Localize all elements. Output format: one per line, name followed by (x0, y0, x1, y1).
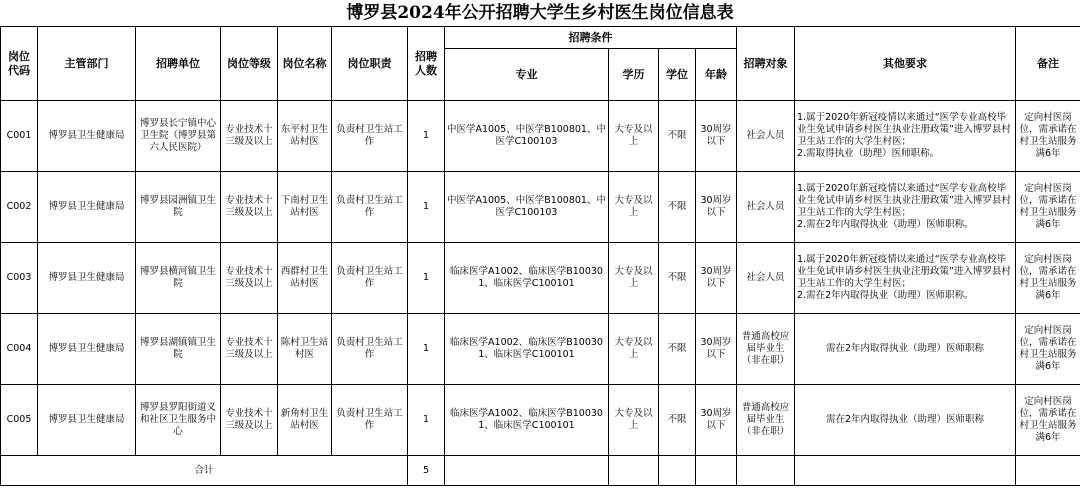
total-label: 合计 (1, 456, 408, 486)
header-code: 岗位代码 (1, 27, 38, 101)
cell-education: 大专及以上 (609, 243, 659, 314)
cell-age: 30周岁以下 (696, 243, 737, 314)
header-name: 岗位名称 (278, 27, 332, 101)
cell-duty: 负责村卫生站工作 (332, 101, 408, 172)
cell-note: 定向村医岗位，需承诺在村卫生站服务满6年 (1016, 314, 1080, 385)
cell-age: 30周岁以下 (696, 385, 737, 456)
total-count: 5 (408, 456, 445, 486)
header-major: 专业 (445, 49, 609, 101)
cell-count: 1 (408, 243, 445, 314)
empty-cell (445, 456, 609, 486)
cell-code: C005 (1, 385, 38, 456)
cell-degree: 不限 (659, 314, 696, 385)
header-age: 年龄 (696, 49, 737, 101)
cell-grade: 专业技术十三级及以上 (221, 314, 278, 385)
cell-degree: 不限 (659, 172, 696, 243)
header-unit: 招聘单位 (136, 27, 221, 101)
cell-other: 1.属于2020年新冠疫情以来通过“医学专业高校毕业生免试申请乡村医生执业注册政策”进入博罗县村卫生站工作的大学生村医； 2.需在2年内取得执业（助理）医师职称。 (795, 243, 1016, 314)
cell-unit: 博罗县园洲镇卫生院 (136, 172, 221, 243)
header-note: 备注 (1016, 27, 1080, 101)
cell-dept: 博罗县卫生健康局 (38, 172, 136, 243)
cell-education: 大专及以上 (609, 314, 659, 385)
cell-name: 新角村卫生站村医 (278, 385, 332, 456)
cell-duty: 负责村卫生站工作 (332, 243, 408, 314)
cell-note: 定向村医岗位，需承诺在村卫生站服务满6年 (1016, 172, 1080, 243)
cell-name: 下南村卫生站村医 (278, 172, 332, 243)
cell-code: C001 (1, 101, 38, 172)
cell-name: 西群村卫生站村医 (278, 243, 332, 314)
empty-cell (609, 456, 659, 486)
cell-dept: 博罗县卫生健康局 (38, 101, 136, 172)
cell-degree: 不限 (659, 385, 696, 456)
cell-major: 临床医学A1002、临床医学B100301、临床医学C100101 (445, 243, 609, 314)
cell-note: 定向村医岗位，需承诺在村卫生站服务满6年 (1016, 385, 1080, 456)
header-education: 学历 (609, 49, 659, 101)
cell-other: 需在2年内取得执业（助理）医师职称 (795, 385, 1016, 456)
table-row (1, 101, 1080, 172)
cell-age: 30周岁以下 (696, 101, 737, 172)
cell-note: 定向村医岗位，需承诺在村卫生站服务满6年 (1016, 243, 1080, 314)
cell-other: 需在2年内取得执业（助理）医师职称 (795, 314, 1016, 385)
cell-unit: 博罗县横河镇卫生院 (136, 243, 221, 314)
empty-cell (795, 456, 1016, 486)
cell-education: 大专及以上 (609, 101, 659, 172)
cell-name: 陈村卫生站村医 (278, 314, 332, 385)
cell-name: 东平村卫生站村医 (278, 101, 332, 172)
table-row (1, 385, 1080, 456)
empty-cell (737, 456, 795, 486)
cell-education: 大专及以上 (609, 172, 659, 243)
cell-degree: 不限 (659, 101, 696, 172)
cell-age: 30周岁以下 (696, 314, 737, 385)
cell-dept: 博罗县卫生健康局 (38, 243, 136, 314)
cell-dept: 博罗县卫生健康局 (38, 385, 136, 456)
header-grade: 岗位等级 (221, 27, 278, 101)
header-count: 招聘人数 (408, 27, 445, 101)
cell-major: 中医学A1005、中医学B100801、中医学C100103 (445, 101, 609, 172)
cell-count: 1 (408, 314, 445, 385)
empty-cell (1016, 456, 1080, 486)
cell-unit: 博罗县罗阳街道义和社区卫生服务中心 (136, 385, 221, 456)
cell-major: 临床医学A1002、临床医学B100301、临床医学C100101 (445, 385, 609, 456)
cell-major: 临床医学A1002、临床医学B100301、临床医学C100101 (445, 314, 609, 385)
cell-target: 社会人员 (737, 243, 795, 314)
empty-cell (659, 456, 696, 486)
cell-other: 1.属于2020年新冠疫情以来通过“医学专业高校毕业生免试申请乡村医生执业注册政策”进入博罗县村卫生站工作的大学生村医； 2.需取得执业（助理）医师职称。 (795, 101, 1016, 172)
table-row (1, 243, 1080, 314)
empty-cell (696, 456, 737, 486)
table-row (1, 172, 1080, 243)
cell-grade: 专业技术十三级及以上 (221, 385, 278, 456)
cell-unit: 博罗县长宁镇中心卫生院（博罗县第六人民医院） (136, 101, 221, 172)
cell-target: 普通高校应届毕业生（非在职） (737, 314, 795, 385)
cell-target: 社会人员 (737, 172, 795, 243)
cell-code: C003 (1, 243, 38, 314)
cell-major: 中医学A1005、中医学B100801、中医学C100103 (445, 172, 609, 243)
cell-grade: 专业技术十三级及以上 (221, 101, 278, 172)
recruitment-table (0, 26, 1080, 486)
cell-duty: 负责村卫生站工作 (332, 314, 408, 385)
header-dept: 主管部门 (38, 27, 136, 101)
header-target: 招聘对象 (737, 27, 795, 101)
total-row (1, 456, 1080, 486)
cell-note: 定向村医岗位，需承诺在村卫生站服务满6年 (1016, 101, 1080, 172)
cell-grade: 专业技术十三级及以上 (221, 172, 278, 243)
cell-target: 社会人员 (737, 101, 795, 172)
header-other: 其他要求 (795, 27, 1016, 101)
cell-count: 1 (408, 385, 445, 456)
header-degree: 学位 (659, 49, 696, 101)
cell-target: 普通高校应届毕业生（非在职） (737, 385, 795, 456)
page-title: 博罗县2024年公开招聘大学生乡村医生岗位信息表 (346, 3, 734, 23)
cell-code: C004 (1, 314, 38, 385)
cell-dept: 博罗县卫生健康局 (38, 314, 136, 385)
table-row (1, 314, 1080, 385)
cell-code: C002 (1, 172, 38, 243)
cell-unit: 博罗县湖镇镇卫生院 (136, 314, 221, 385)
cell-duty: 负责村卫生站工作 (332, 385, 408, 456)
cell-duty: 负责村卫生站工作 (332, 172, 408, 243)
cell-degree: 不限 (659, 243, 696, 314)
header-duty: 岗位职责 (332, 27, 408, 101)
cell-age: 30周岁以下 (696, 172, 737, 243)
cell-count: 1 (408, 101, 445, 172)
header-conditions: 招聘条件 (445, 27, 737, 49)
cell-grade: 专业技术十三级及以上 (221, 243, 278, 314)
cell-other: 1.属于2020年新冠疫情以来通过“医学专业高校毕业生免试申请乡村医生执业注册政策”进入博罗县村卫生站工作的大学生村医； 2.需在2年内取得执业（助理）医师职称。 (795, 172, 1016, 243)
cell-count: 1 (408, 172, 445, 243)
cell-education: 大专及以上 (609, 385, 659, 456)
